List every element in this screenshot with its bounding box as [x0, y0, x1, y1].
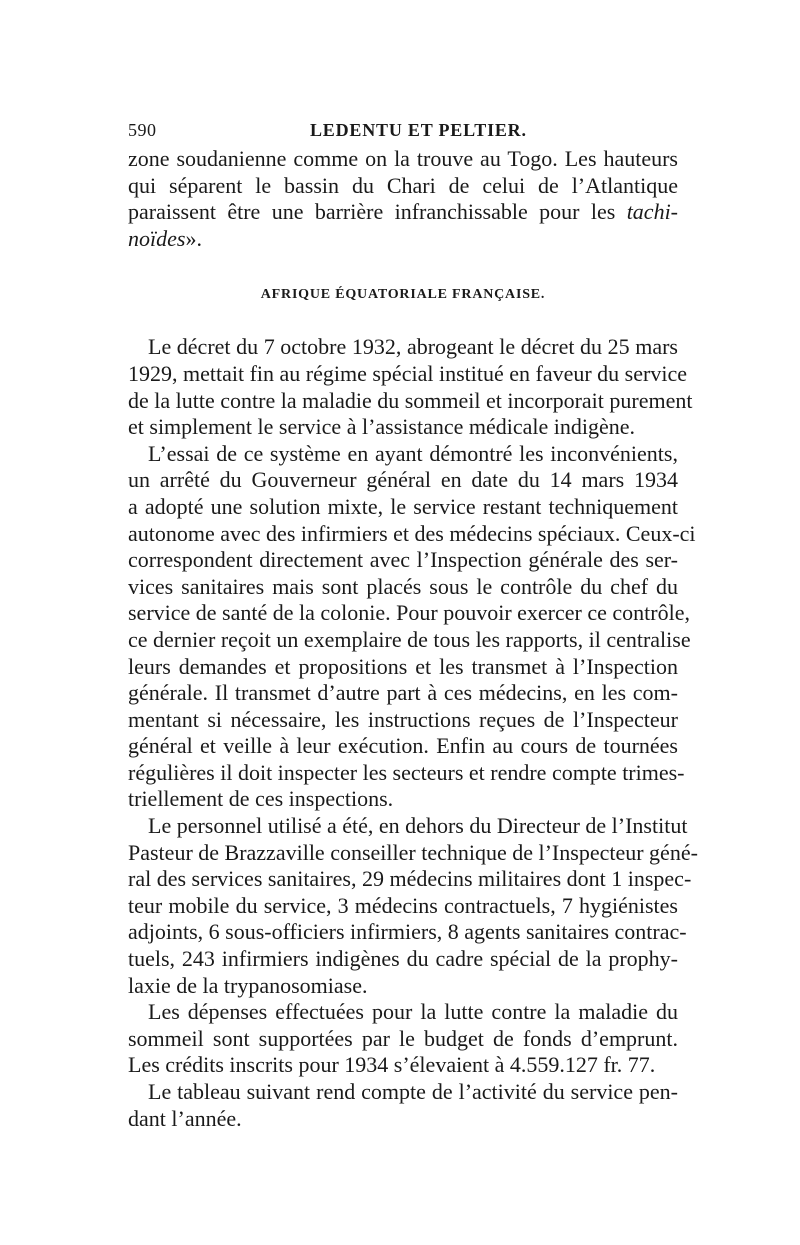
text-line: mentant si nécessaire, les instructions reçues de l’Inspecteur: [128, 706, 678, 732]
text-line: Les crédits inscrits pour 1934 s’élevaient à 4.559.127 fr. 77.: [128, 1052, 656, 1078]
page-number: 590: [128, 120, 157, 140]
text-line: 1929, mettait fin au régime spécial institué en faveur du service: [128, 360, 687, 386]
running-header: [128, 112, 678, 146]
text-line: général et veille à leur exécution. Enfin au cours de tournées: [128, 733, 678, 759]
text-line: triellement de ces inspections.: [128, 786, 394, 812]
text-line: régulières il doit inspecter les secteurs et rendre compte trimes-: [128, 759, 685, 785]
book-page: [128, 112, 698, 1132]
text-line: ral des services sanitaires, 29 médecins militaires dont 1 inspec-: [128, 866, 692, 892]
section-heading: AFRIQUE ÉQUATORIALE FRANÇAISE.: [260, 287, 546, 303]
text-line: autonome avec des infirmiers et des médecins spéciaux. Ceux-ci: [128, 520, 696, 546]
text-line: sommeil sont supportées par le budget de fonds d’emprunt.: [128, 1025, 678, 1051]
text-line: a adopté une solution mixte, le service restant techniquement: [128, 493, 678, 519]
text-fragment: paraissent être une barrière infranchissable pour les: [128, 199, 616, 225]
text-line: qui séparent le bassin du Chari de celui de l’Atlantique: [128, 172, 678, 198]
text-line: laxie de la trypanosomiase.: [128, 972, 368, 998]
text-line: Pasteur de Brazzaville conseiller technique de l’Inspecteur géné-: [128, 839, 698, 865]
closing-quote: ».: [185, 225, 202, 251]
paragraph-5: [128, 1079, 678, 1132]
text-line: un arrêté du Gouverneur général en date du 14 mars 1934: [128, 467, 678, 493]
paragraph-3: [128, 813, 698, 999]
paragraph-4: [128, 999, 678, 1079]
text-line: leurs demandes et propositions et les transmet à l’Inspection: [128, 653, 678, 679]
text-line: correspondent directement avec l’Inspection générale des ser-: [128, 547, 678, 573]
text-line: [128, 199, 678, 226]
text-line: Le tableau suivant rend compte de l’activité du service pen-: [148, 1079, 678, 1104]
text-line: et simplement le service à l’assistance médicale indigène.: [128, 414, 636, 440]
text-line: [128, 226, 678, 253]
italic-word: tachi-: [626, 199, 679, 225]
running-title: LEDENTU ET PELTIER.: [310, 120, 527, 140]
text-line: générale. Il transmet d’autre part à ces médecins, en les com-: [128, 680, 678, 706]
text-line: L’essai de ce système en ayant démontré les inconvénients,: [148, 440, 678, 466]
text-line: Le décret du 7 octobre 1932, abrogeant le décret du 25 mars: [148, 334, 678, 360]
italic-word: noïdes: [128, 225, 186, 251]
text-line: dant l’année.: [128, 1105, 242, 1131]
text-line: tuels, 243 infirmiers indigènes du cadre spécial de la prophy-: [128, 946, 678, 972]
text-line: adjoints, 6 sous-officiers infirmiers, 8 agents sanitaires contrac-: [128, 919, 687, 945]
paragraph-1: [128, 334, 693, 440]
text-line: ce dernier reçoit un exemplaire de tous les rapports, il centralise: [128, 626, 691, 652]
intro-paragraph: [128, 146, 678, 252]
text-line: Les dépenses effectuées pour la lutte contre la maladie du: [148, 999, 678, 1025]
text-line: vices sanitaires mais sont placés sous le contrôle du chef du: [128, 573, 678, 599]
text-line: de la lutte contre la maladie du sommeil et incorporait purement: [128, 387, 693, 413]
text-line: teur mobile du service, 3 médecins contractuels, 7 hygiénistes: [128, 892, 678, 918]
text-line: service de santé de la colonie. Pour pouvoir exercer ce contrôle,: [128, 600, 690, 626]
text-line: zone soudanienne comme on la trouve au Togo. Les hauteurs: [128, 146, 678, 171]
paragraph-2: [128, 440, 696, 813]
text-line: Le personnel utilisé a été, en dehors du Directeur de l’Institut: [148, 813, 688, 839]
